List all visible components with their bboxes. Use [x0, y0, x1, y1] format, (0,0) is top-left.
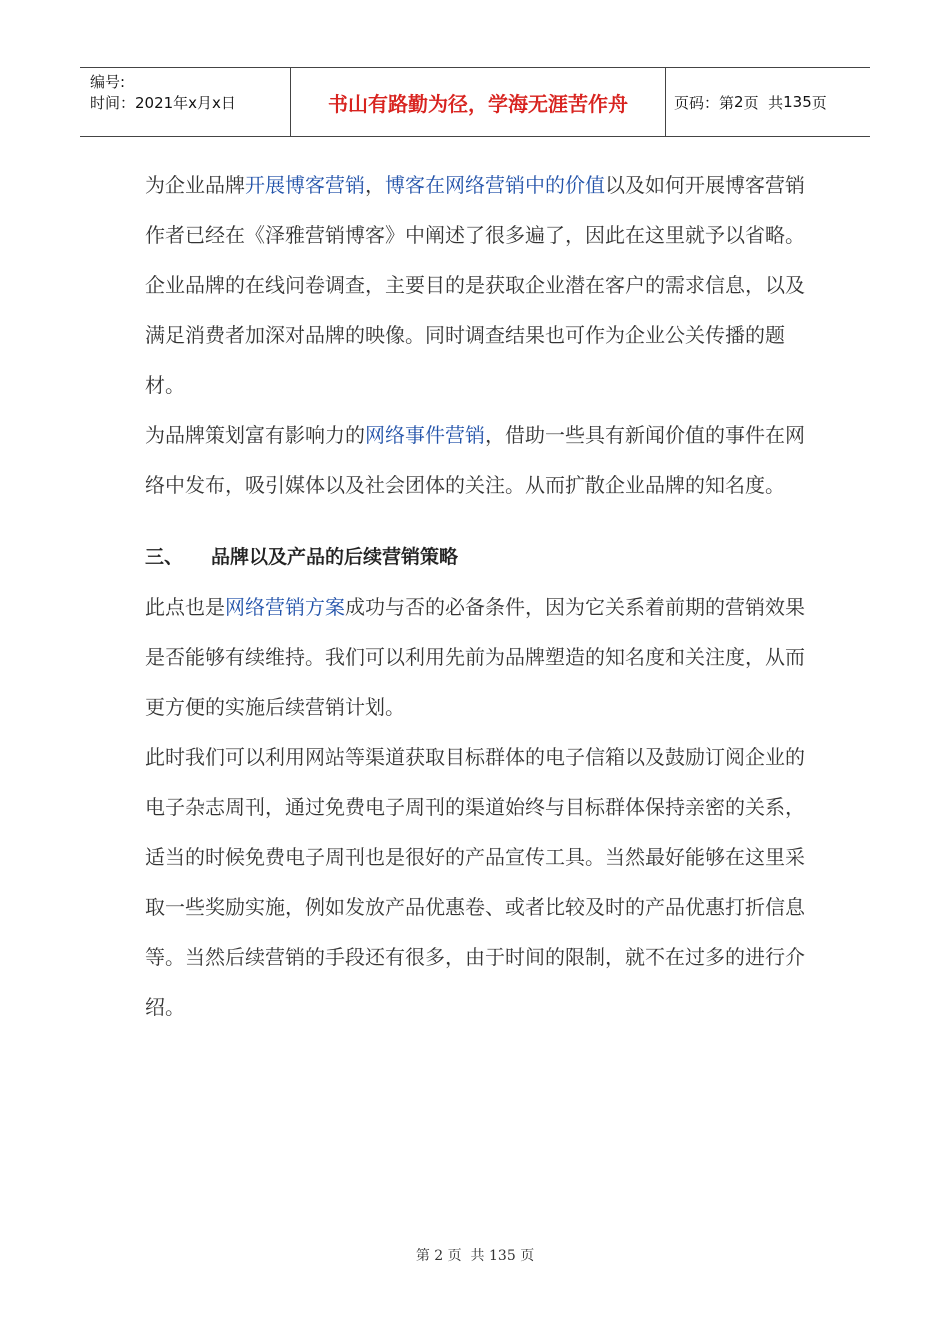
paragraph-2: 企业品牌的在线问卷调查，主要目的是获取企业潜在客户的需求信息，以及满足消费者加深对品牌的映像。同时调查结果也可作为企业公关传播的题材。	[145, 273, 805, 397]
page-mid: 页 共	[743, 93, 784, 112]
text-run: 为企业品牌	[145, 173, 245, 197]
page-current: 2	[734, 93, 744, 111]
text-run: ，借助一些具有新闻价值的事件在网络中发布，吸引媒体以及社会团体的关注。从而扩散企业品牌的知名度。	[145, 423, 805, 497]
page-suffix: 页	[811, 93, 827, 112]
footer-mid: 页 共	[447, 1248, 485, 1264]
link-marketing-plan[interactable]: 网络营销方案	[225, 595, 345, 619]
text-run: 为品牌策划富有影响力的	[145, 423, 365, 447]
section-heading	[145, 532, 815, 582]
footer-current: 2	[434, 1248, 444, 1264]
paragraph-4	[145, 582, 815, 732]
paragraph-5: 此时我们可以利用网站等渠道获取目标群体的电子信箱以及鼓励订阅企业的电子杂志周刊，通过免费电子周刊的渠道始终与目标群体保持亲密的关系，适当的时候免费电子周刊也是很好的产品宣传工具。当然最好能够在这里采取一些奖励实施，例如发放产品优惠卷、或者比较及时的产品优惠打折信息等。当然后续营销的手段还有很多，由于时间的限制，就不在过多的进行介绍。	[145, 745, 805, 1019]
link-blog-marketing[interactable]: 开展博客营销	[245, 173, 365, 197]
page-footer	[0, 1245, 950, 1265]
footer-prefix: 第	[415, 1248, 430, 1264]
section-number: 三、	[145, 546, 184, 568]
number-label: 编号:	[90, 73, 126, 91]
footer-total: 135	[489, 1248, 516, 1264]
document-body	[145, 160, 815, 1032]
page-header	[80, 67, 870, 137]
link-event-marketing[interactable]: 网络事件营销	[365, 423, 485, 447]
header-motto: 书山有路勤为径，学海无涯苦作舟	[291, 68, 666, 136]
date-line: 时间：2021年x月x日	[90, 94, 236, 112]
link-blog-value[interactable]: 博客在网络营销中的价值	[385, 173, 605, 197]
header-page-info	[666, 68, 870, 136]
text-run: ，	[365, 173, 385, 197]
page-total: 135	[783, 93, 812, 111]
footer-suffix: 页	[520, 1248, 535, 1264]
paragraph-3	[145, 410, 815, 510]
text-run: 成功与否的必备条件，因为它关系着前期的营销效果是否能够有续维持。我们可以利用先前为品牌塑造的知名度和关注度，从而更方便的实施后续营销计划。	[145, 595, 805, 719]
section-title: 品牌以及产品的后续营销策略	[211, 546, 459, 568]
page-prefix: 页码：第	[674, 93, 735, 112]
header-meta	[80, 68, 291, 136]
text-run: 此点也是	[145, 595, 225, 619]
paragraph-1	[145, 160, 815, 260]
text-run: 以及如何开展博客营销作者已经在《泽雅营销博客》中阐述了很多遍了，因此在这里就予以省略。	[145, 173, 805, 247]
